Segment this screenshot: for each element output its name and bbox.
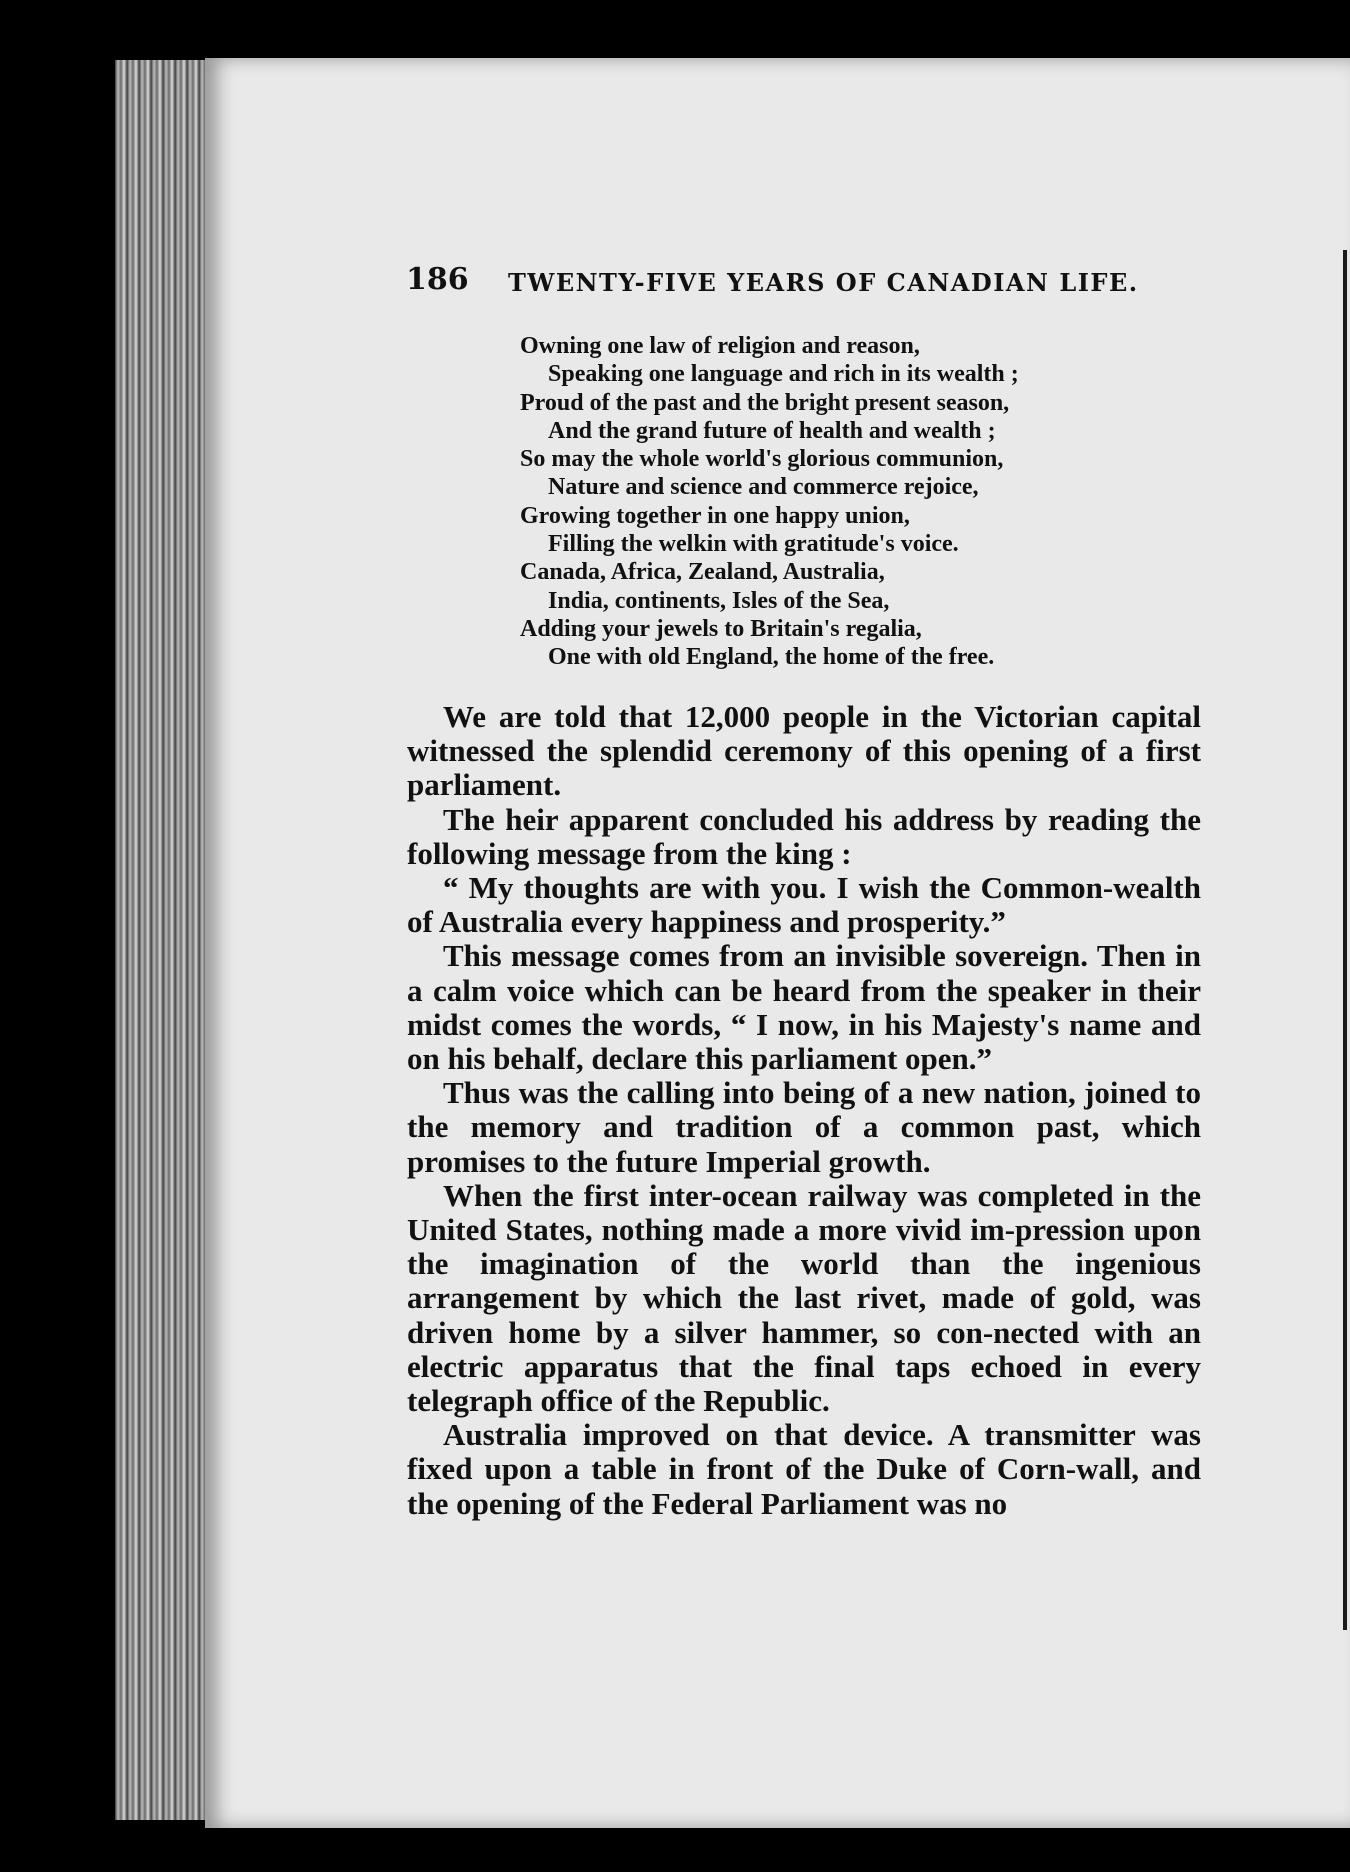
poem-line: So may the whole world's glorious communion,	[520, 446, 1004, 473]
paragraph: We are told that 12,000 people in the Victorian capital witnessed the splendid ceremony of this opening of a first parliament.	[407, 699, 1201, 803]
paragraph: This message comes from an invisible sovereign. Then in a calm voice which can be heard from the speaker in their midst comes the words, “ I now, in his Majesty's name and on his behalf, declare this parliament open.”	[407, 938, 1201, 1077]
poem-line: Filling the welkin with gratitude's voice.	[548, 531, 959, 558]
page-number: 186	[406, 262, 469, 297]
poem-line: Proud of the past and the bright present season,	[520, 389, 1010, 416]
book-page-edges	[115, 60, 215, 1820]
poem-line: Adding your jewels to Britain's regalia,	[520, 615, 922, 642]
running-title: TWENTY-FIVE YEARS OF CANADIAN LIFE.	[508, 268, 1139, 297]
page-right-edge-shadow	[1343, 250, 1347, 1630]
poem-line: India, continents, Isles of the Sea,	[548, 587, 890, 614]
paragraph: Australia improved on that device. A transmitter was fixed upon a table in front of the Duke of Corn-wall, and the opening of the Federal Parliament was no	[407, 1417, 1201, 1521]
paragraph: “ My thoughts are with you. I wish the Common-wealth of Australia every happiness and prosperity.”	[407, 870, 1201, 940]
poem-line: Speaking one language and rich in its wealth ;	[548, 361, 1019, 388]
page-header	[406, 262, 1139, 302]
paragraph: When the first inter-ocean railway was completed in the United States, nothing made a more vivid im-pression upon the imagination of the world than the ingenious arrangement by which the last rivet, made of gold, was driven home by a silver hammer, so con-nected with an electric apparatus that the final taps echoed in every telegraph office of the Republic.	[407, 1177, 1201, 1419]
body-text	[407, 700, 1201, 1521]
poem-line: Owning one law of religion and reason,	[520, 333, 920, 359]
paragraph: Thus was the calling into being of a new nation, joined to the memory and tradition of a common past, which promises to the future Imperial growth.	[407, 1075, 1201, 1179]
poem-line: And the grand future of health and wealth ;	[548, 417, 996, 444]
poem-line: Canada, Africa, Zealand, Australia,	[520, 559, 885, 586]
poem-stanza	[520, 332, 1160, 672]
poem-line: One with old England, the home of the free.	[548, 644, 995, 671]
paragraph: The heir apparent concluded his address by reading the following message from the king :	[407, 801, 1201, 871]
poem-line: Growing together in one happy union,	[520, 502, 910, 529]
poem-line: Nature and science and commerce rejoice,	[548, 474, 979, 501]
